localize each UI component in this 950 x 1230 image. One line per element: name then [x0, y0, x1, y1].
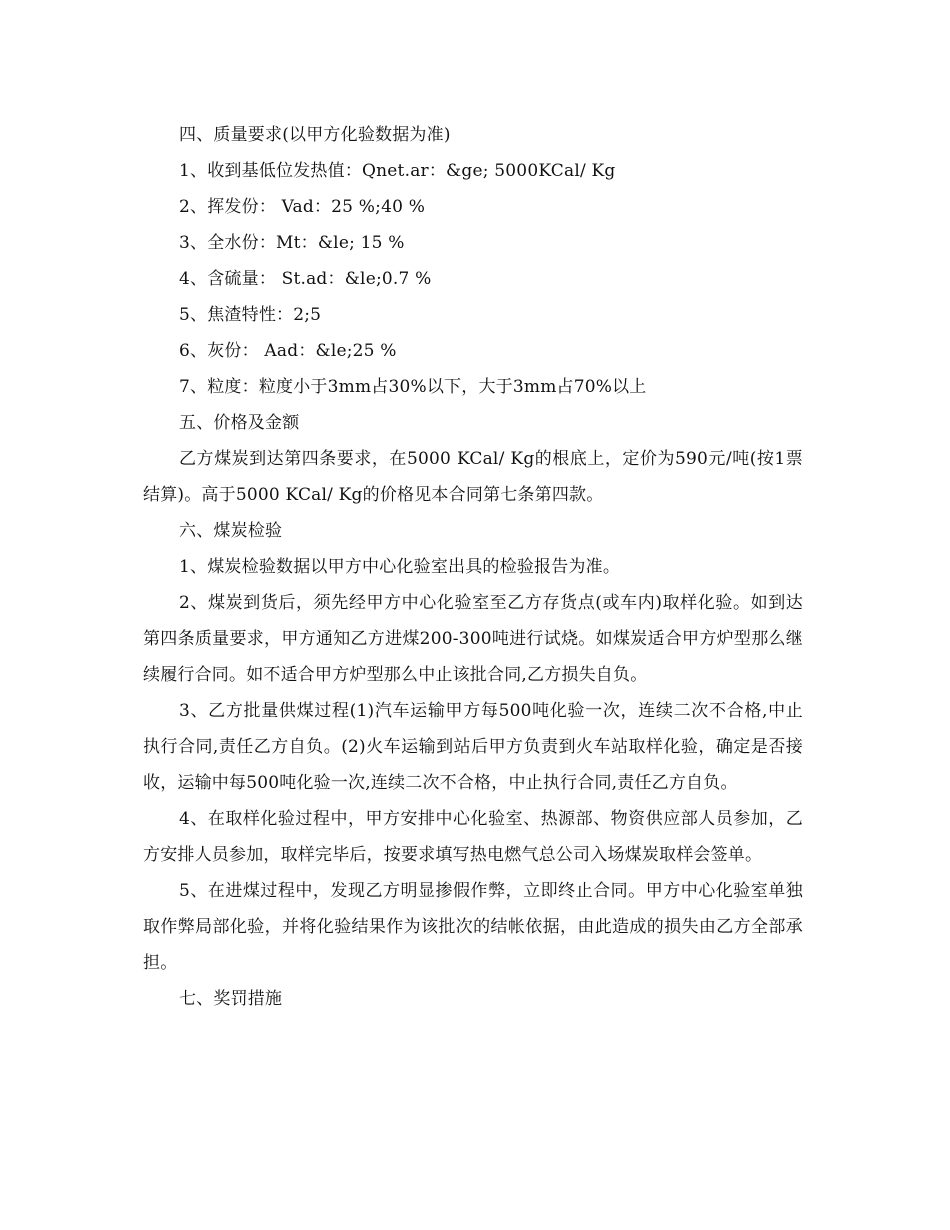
quality-item-sulfur: 4、含硫量： St.ad：&le;0.7 %: [179, 269, 432, 289]
document-body: [143, 117, 803, 1017]
quality-item-calorific: 1、收到基低位发热值：Qnet.ar：&ge; 5000KCal/ Kg: [179, 161, 616, 181]
quality-item-coke-residue: 5、焦渣特性：2;5: [179, 305, 322, 325]
section-heading-quality: 四、质量要求(以甲方化验数据为准): [179, 125, 451, 145]
quality-item-volatile: 2、挥发份： Vad：25 %;40 %: [179, 197, 426, 217]
price-paragraph: 乙方煤炭到达第四条要求，在5000 KCal/ Kg的根底上，定价为590元/吨(按1票结算)。高于5000 KCal/ Kg的价格见本合同第七条第四款。: [143, 449, 803, 505]
quality-item-ash: 6、灰份： Aad：&le;25 %: [179, 341, 397, 361]
section-heading-price: 五、价格及金额: [179, 413, 300, 433]
inspection-paragraph-3: 3、乙方批量供煤过程(1)汽车运输甲方每500吨化验一次，连续二次不合格,中止执行合同,责任乙方自负。(2)火车运输到站后甲方负责到火车站取样化验，确定是否接收，运输中每500吨化验一次,连续二次不合格，中止执行合同,责任乙方自负。: [143, 701, 803, 793]
quality-item-granularity: 7、粒度：粒度小于3mm占30%以下，大于3mm占70%以上: [179, 377, 647, 397]
inspection-paragraph-2: 2、煤炭到货后，须先经甲方中心化验室至乙方存货点(或车内)取样化验。如到达第四条质量要求，甲方通知乙方进煤200-300吨进行试烧。如煤炭适合甲方炉型那么继续履行合同。如不适合甲方炉型那么中止该批合同,乙方损失自负。: [143, 593, 803, 685]
inspection-paragraph-5: 5、在进煤过程中，发现乙方明显掺假作弊，立即终止合同。甲方中心化验室单独取作弊局部化验，并将化验结果作为该批次的结帐依据，由此造成的损失由乙方全部承担。: [143, 881, 803, 973]
section-heading-rewards: 七、奖罚措施: [179, 989, 283, 1009]
inspection-paragraph-4: 4、在取样化验过程中，甲方安排中心化验室、热源部、物资供应部人员参加，乙方安排人员参加，取样完毕后，按要求填写热电燃气总公司入场煤炭取样会签单。: [143, 809, 803, 865]
section-heading-inspection: 六、煤炭检验: [179, 521, 283, 541]
quality-item-moisture: 3、全水份：Mt：&le; 15 %: [179, 233, 405, 253]
inspection-paragraph-1: 1、煤炭检验数据以甲方中心化验室出具的检验报告为准。: [179, 557, 621, 577]
